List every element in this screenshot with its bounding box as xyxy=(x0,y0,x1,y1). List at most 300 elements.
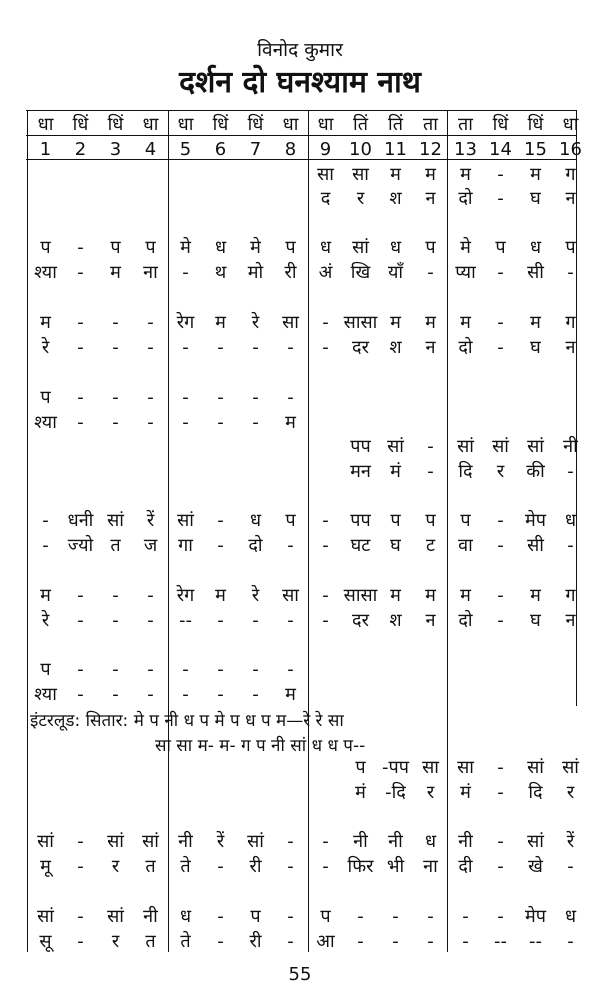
notation-cell: - xyxy=(497,782,504,803)
notation-cell: - xyxy=(567,535,574,556)
notation-cell: - xyxy=(182,262,189,283)
notation-cell: रे xyxy=(41,337,50,358)
notation-row xyxy=(0,184,600,214)
notation-cell: म xyxy=(215,585,226,606)
notation-row xyxy=(0,778,600,808)
notation-cell: - xyxy=(77,931,84,952)
notation-cell: ध xyxy=(249,510,262,531)
notation-cell: सां xyxy=(527,831,544,852)
notation-cell: - xyxy=(217,510,224,531)
notation-cell: - xyxy=(147,412,154,433)
notation-cell: सी xyxy=(527,535,544,556)
notation-cell: सां xyxy=(352,237,369,258)
notation-cell: सां xyxy=(457,436,474,457)
notation-cell: - xyxy=(392,931,399,952)
notation-cell: र xyxy=(566,782,575,803)
notation-cell: - xyxy=(147,610,154,631)
notation-cell: - xyxy=(217,412,224,433)
notation-cell: ध xyxy=(319,237,332,258)
notation-cell: - xyxy=(147,312,154,333)
notation-cell: - xyxy=(322,610,329,631)
notation-cell: दर xyxy=(352,337,369,358)
notation-cell: - xyxy=(77,312,84,333)
notation-cell: प xyxy=(425,237,436,258)
notation-cell: भी xyxy=(386,856,405,877)
notation-cell: - xyxy=(322,831,329,852)
page-title: दर्शन दो घनश्याम नाथ xyxy=(179,65,421,100)
notation-cell: म xyxy=(425,164,436,185)
notation-cell: - xyxy=(182,659,189,680)
notation-cell: - xyxy=(427,436,434,457)
notation-cell: मू xyxy=(40,856,51,877)
notation-cell: - xyxy=(287,906,294,927)
notation-cell: म xyxy=(460,312,471,333)
notation-cell: म xyxy=(425,312,436,333)
notation-cell: - xyxy=(287,856,294,877)
notation-cell: मं xyxy=(460,782,471,803)
notation-cell: री xyxy=(249,931,262,952)
notation-cell: - xyxy=(182,387,189,408)
beat-cell: 15 xyxy=(524,139,547,160)
notation-cell: सां xyxy=(37,906,54,927)
notation-cell: - xyxy=(217,856,224,877)
notation-cell: - xyxy=(217,610,224,631)
bol-cell: धिं xyxy=(527,114,544,135)
notation-cell: श्या xyxy=(34,262,57,283)
notation-row xyxy=(0,333,600,363)
notation-cell: - xyxy=(322,535,329,556)
notation-cell: मेप xyxy=(525,906,546,927)
notation-cell: मं xyxy=(390,461,401,482)
beat-cell: 10 xyxy=(349,139,372,160)
notation-cell: मन xyxy=(350,461,371,482)
notation-cell: त xyxy=(110,535,121,556)
notation-cell: ध xyxy=(564,906,577,927)
notation-cell: प xyxy=(460,510,471,531)
notation-cell: प xyxy=(145,237,156,258)
notation-cell: - xyxy=(497,585,504,606)
notation-cell: - xyxy=(112,610,119,631)
notation-cell: न xyxy=(565,188,576,209)
notation-row xyxy=(0,927,600,957)
notation-cell: - xyxy=(322,585,329,606)
notation-cell: खि xyxy=(350,262,371,283)
notation-cell: रे xyxy=(251,585,260,606)
notation-cell: म xyxy=(460,585,471,606)
notation-cell: घट xyxy=(350,535,371,556)
notation-cell: - xyxy=(77,856,84,877)
notation-cell: र xyxy=(356,188,365,209)
notation-cell: - xyxy=(77,387,84,408)
notation-cell: नी xyxy=(563,436,578,457)
notation-cell: - xyxy=(427,262,434,283)
notation-cell: - xyxy=(497,164,504,185)
notation-cell: - xyxy=(147,659,154,680)
notation-cell: - xyxy=(217,684,224,705)
notation-cell: सां xyxy=(107,510,124,531)
notation-cell: - xyxy=(217,906,224,927)
notation-cell: म xyxy=(530,585,541,606)
notation-cell: ज्यो xyxy=(67,535,94,556)
notation-cell: वा xyxy=(458,535,473,556)
notation-cell: - xyxy=(497,312,504,333)
notation-cell: ट xyxy=(425,535,436,556)
bol-cell: धा xyxy=(37,114,54,135)
notation-cell: सा xyxy=(457,757,474,778)
notation-cell: रे xyxy=(251,312,260,333)
notation-cell: नी xyxy=(178,831,193,852)
notation-cell: - xyxy=(77,262,84,283)
notation-cell: सा xyxy=(352,164,369,185)
notation-cell: प xyxy=(250,906,261,927)
notation-cell: दो xyxy=(458,337,473,358)
beat-cell: 6 xyxy=(214,139,227,160)
notation-cell: न xyxy=(565,337,576,358)
notation-cell: म xyxy=(40,585,51,606)
notation-cell: पप xyxy=(350,510,371,531)
bol-cell: ता xyxy=(458,114,473,135)
notation-cell: - xyxy=(42,510,49,531)
notation-cell: सां xyxy=(37,831,54,852)
notation-row xyxy=(0,457,600,487)
notation-cell: थ xyxy=(214,262,227,283)
bol-cell: तिं xyxy=(388,114,403,135)
notation-cell: प xyxy=(495,237,506,258)
notation-cell: - xyxy=(322,510,329,531)
notation-cell: - xyxy=(112,585,119,606)
notation-cell: - xyxy=(287,931,294,952)
notation-cell: - xyxy=(217,931,224,952)
notation-cell: - xyxy=(287,535,294,556)
notation-cell: - xyxy=(252,610,259,631)
notation-cell: प xyxy=(285,237,296,258)
notation-cell: सा xyxy=(282,585,299,606)
notation-cell: सू xyxy=(39,931,52,952)
notation-cell: - xyxy=(322,312,329,333)
notation-cell: रें xyxy=(216,831,225,852)
notation-cell: - xyxy=(497,535,504,556)
bol-cell: धिं xyxy=(72,114,89,135)
notation-cell: - xyxy=(427,906,434,927)
notation-cell: म xyxy=(390,585,401,606)
notation-cell: - xyxy=(357,931,364,952)
notation-cell: की xyxy=(526,461,545,482)
notation-row xyxy=(0,680,600,710)
notation-cell: दो xyxy=(458,610,473,631)
notation-cell: दो xyxy=(458,188,473,209)
notation-cell: सां xyxy=(107,906,124,927)
notation-cell: रेग xyxy=(176,312,195,333)
notation-cell: म xyxy=(425,585,436,606)
notation-cell: ना xyxy=(143,262,158,283)
notation-cell: र xyxy=(426,782,435,803)
notation-cell: - xyxy=(462,931,469,952)
notation-cell: अं xyxy=(318,262,333,283)
bol-cell: धा xyxy=(142,114,159,135)
notation-cell: - xyxy=(252,659,259,680)
notation-cell: म xyxy=(285,412,296,433)
notation-cell: - xyxy=(427,461,434,482)
notation-cell: ग xyxy=(565,312,576,333)
notation-cell: ग xyxy=(565,585,576,606)
notation-cell: र xyxy=(496,461,505,482)
notation-cell: - xyxy=(112,684,119,705)
notation-cell: - xyxy=(287,659,294,680)
notation-cell: प xyxy=(565,237,576,258)
notation-cell: - xyxy=(322,337,329,358)
notation-cell: श्या xyxy=(34,412,57,433)
notation-cell: मो xyxy=(247,262,264,283)
beat-cell: 4 xyxy=(144,139,157,160)
notation-cell: - xyxy=(77,337,84,358)
notation-cell: याँ xyxy=(387,262,404,283)
notation-cell: - xyxy=(252,387,259,408)
notation-cell: घ xyxy=(530,337,541,358)
notation-cell: सां xyxy=(387,436,404,457)
beat-cell: 1 xyxy=(39,139,52,160)
notation-cell: रेग xyxy=(176,585,195,606)
notation-cell: दर xyxy=(352,610,369,631)
notation-cell: - xyxy=(42,535,49,556)
notation-cell: फिर xyxy=(347,856,374,877)
notation-cell: - xyxy=(497,510,504,531)
notation-cell: - xyxy=(182,337,189,358)
notation-cell: म xyxy=(285,684,296,705)
notation-cell: ध xyxy=(529,237,542,258)
notation-cell: म xyxy=(530,312,541,333)
notation-cell: - xyxy=(77,412,84,433)
beat-cell: 3 xyxy=(109,139,122,160)
notation-cell: -पप xyxy=(382,757,409,778)
interlude-line-1: इंटरलूड: सितार: मे प नी ध प मे प ध प म—रे रे सा xyxy=(30,711,344,731)
notation-cell: न xyxy=(425,188,436,209)
notation-cell: त xyxy=(145,856,156,877)
notation-cell: ते xyxy=(180,856,191,877)
notation-cell: म xyxy=(390,164,401,185)
notation-cell: घ xyxy=(530,188,541,209)
notation-cell: श xyxy=(389,610,402,631)
notation-cell: नी xyxy=(143,906,158,927)
notation-cell: - xyxy=(77,610,84,631)
notation-cell: - xyxy=(77,906,84,927)
notation-cell: ध xyxy=(389,237,402,258)
notation-cell: - xyxy=(497,610,504,631)
notation-cell: सां xyxy=(562,757,579,778)
bol-cell: धा xyxy=(177,114,194,135)
notation-cell: गा xyxy=(178,535,193,556)
notation-cell: आ xyxy=(316,931,335,952)
notation-cell: घ xyxy=(530,610,541,631)
interlude-line-2: सा सा म- म- ग प नी सां ध ध प-- xyxy=(155,736,366,756)
notation-cell: प xyxy=(390,510,401,531)
notation-cell: म xyxy=(40,312,51,333)
bol-cell: धिं xyxy=(247,114,264,135)
notation-cell: दि xyxy=(458,461,473,482)
notation-cell: - xyxy=(497,262,504,283)
notation-cell: त xyxy=(145,931,156,952)
notation-cell: मं xyxy=(355,782,366,803)
notation-cell: - xyxy=(567,461,574,482)
notation-cell: - xyxy=(392,906,399,927)
notation-cell: - xyxy=(497,757,504,778)
notation-cell: सां xyxy=(107,831,124,852)
notation-cell: मेप xyxy=(525,510,546,531)
notation-cell: र xyxy=(111,931,120,952)
notation-cell: रें xyxy=(146,510,155,531)
notation-cell: ध xyxy=(564,510,577,531)
notation-cell: खे xyxy=(528,856,543,877)
bol-cell: धा xyxy=(282,114,299,135)
notation-cell: सासा xyxy=(343,585,378,606)
notation-cell: - xyxy=(497,906,504,927)
notation-cell: ना xyxy=(423,856,438,877)
notation-cell: - xyxy=(252,337,259,358)
notation-cell: म xyxy=(215,312,226,333)
notation-cell: सां xyxy=(177,510,194,531)
notation-cell: नी xyxy=(458,831,473,852)
notation-cell: -- xyxy=(494,931,507,952)
notation-cell: प xyxy=(110,237,121,258)
notation-cell: - xyxy=(112,659,119,680)
beat-cell: 5 xyxy=(179,139,192,160)
beat-cell: 9 xyxy=(319,139,332,160)
bol-cell: धा xyxy=(562,114,579,135)
notation-cell: ध xyxy=(214,237,227,258)
beat-cell: 16 xyxy=(559,139,582,160)
notation-cell: ध xyxy=(179,906,192,927)
notation-cell: श्या xyxy=(34,684,57,705)
notation-cell: प xyxy=(285,510,296,531)
notation-cell: - xyxy=(147,387,154,408)
notation-cell: सां xyxy=(142,831,159,852)
notation-cell: म xyxy=(460,164,471,185)
notation-cell: - xyxy=(567,262,574,283)
notation-cell: - xyxy=(217,387,224,408)
notation-cell: - xyxy=(252,412,259,433)
notation-row xyxy=(0,606,600,636)
notation-cell: सां xyxy=(492,436,509,457)
notation-cell: - xyxy=(147,337,154,358)
notation-cell: दि xyxy=(528,782,543,803)
notation-cell: -- xyxy=(179,610,192,631)
notation-cell: द xyxy=(320,188,331,209)
notation-cell: प xyxy=(320,906,331,927)
notation-cell: - xyxy=(112,412,119,433)
notation-cell: र xyxy=(111,856,120,877)
notation-cell: सासा xyxy=(343,312,378,333)
notation-cell: - xyxy=(77,237,84,258)
notation-cell: - xyxy=(217,337,224,358)
notation-cell: - xyxy=(77,659,84,680)
notation-cell: घ xyxy=(390,535,401,556)
notation-cell: म xyxy=(530,164,541,185)
notation-cell: ग xyxy=(565,164,576,185)
notation-cell: ते xyxy=(180,931,191,952)
notation-cell: - xyxy=(287,610,294,631)
author-name: विनोद कुमार xyxy=(257,39,343,61)
notation-cell: - xyxy=(217,535,224,556)
notation-cell: प xyxy=(425,510,436,531)
bol-cell: धिं xyxy=(107,114,124,135)
notation-cell: श xyxy=(389,188,402,209)
beat-cell: 2 xyxy=(74,139,87,160)
notation-cell: प xyxy=(40,387,51,408)
notation-cell: रे xyxy=(41,610,50,631)
notation-cell: दो xyxy=(248,535,263,556)
notation-row xyxy=(0,531,600,561)
notation-cell: सां xyxy=(527,436,544,457)
notation-cell: - xyxy=(287,831,294,852)
notation-cell: मे xyxy=(250,237,261,258)
bol-cell: तिं xyxy=(353,114,368,135)
bol-cell: धिं xyxy=(492,114,509,135)
notation-cell: सां xyxy=(527,757,544,778)
notation-cell: सी xyxy=(527,262,544,283)
notation-cell: री xyxy=(249,856,262,877)
notation-cell: श xyxy=(389,337,402,358)
notation-cell: - xyxy=(497,856,504,877)
notation-cell: दी xyxy=(458,856,473,877)
notation-cell: म xyxy=(110,262,121,283)
notation-cell: म xyxy=(390,312,401,333)
bol-cell: ता xyxy=(423,114,438,135)
notation-cell: प xyxy=(40,237,51,258)
notation-cell: री xyxy=(284,262,297,283)
notation-row xyxy=(0,258,600,288)
notation-cell: - xyxy=(567,931,574,952)
notation-cell: - xyxy=(217,659,224,680)
notation-cell: - xyxy=(497,831,504,852)
beat-cell: 13 xyxy=(454,139,477,160)
notation-cell: - xyxy=(252,684,259,705)
notation-cell: - xyxy=(497,188,504,209)
notation-cell: -दि xyxy=(385,782,406,803)
notation-cell: रें xyxy=(566,831,575,852)
beat-cell: 12 xyxy=(419,139,442,160)
notation-cell: ध xyxy=(424,831,437,852)
notation-cell: - xyxy=(322,856,329,877)
notation-cell: - xyxy=(147,684,154,705)
notation-cell: - xyxy=(77,684,84,705)
beat-cell: 8 xyxy=(284,139,297,160)
notation-row xyxy=(0,852,600,882)
bol-cell: धिं xyxy=(212,114,229,135)
bol-cell: धा xyxy=(317,114,334,135)
notation-cell: नी xyxy=(353,831,368,852)
notation-cell: न xyxy=(425,337,436,358)
notation-cell: - xyxy=(462,906,469,927)
notation-cell: धनी xyxy=(67,510,94,531)
notation-cell: मे xyxy=(460,237,471,258)
beat-cell: 7 xyxy=(249,139,262,160)
notation-cell: - xyxy=(182,412,189,433)
notation-cell: - xyxy=(112,337,119,358)
notation-cell: नी xyxy=(388,831,403,852)
notation-cell: - xyxy=(497,337,504,358)
notation-cell: - xyxy=(112,312,119,333)
notation-cell: - xyxy=(112,387,119,408)
notation-cell: न xyxy=(565,610,576,631)
notation-cell: न xyxy=(425,610,436,631)
notation-cell: मे xyxy=(180,237,191,258)
notation-cell: सा xyxy=(317,164,334,185)
notation-cell: -- xyxy=(529,931,542,952)
notation-cell: प xyxy=(40,659,51,680)
notation-cell: सा xyxy=(422,757,439,778)
beat-cell: 11 xyxy=(384,139,407,160)
notation-cell: ज xyxy=(143,535,158,556)
notation-cell: प xyxy=(355,757,366,778)
